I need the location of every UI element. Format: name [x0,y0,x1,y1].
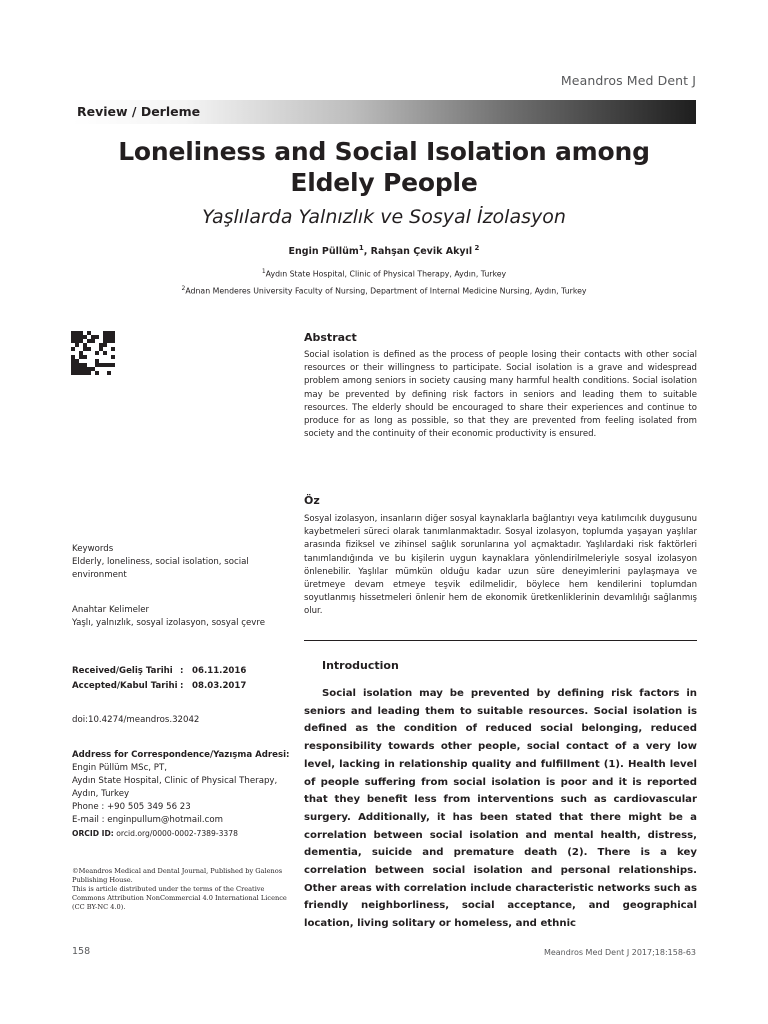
correspondence-address: Aydın, Turkey [72,789,130,799]
accepted-date-row [72,679,246,694]
keywords-text: Elderly, loneliness, social isolation, social environment [72,557,249,580]
affiliation-number: 1 [261,268,266,275]
license-terms: This is article distributed under the terms of the Creative Commons Attribution NonCommercial 4.0 International Licence (CC BY-NC 4.0). [72,885,287,912]
article-subtitle: Yaşlılarda Yalnızlık ve Sosyal İzolasyon [202,206,566,228]
section-divider [304,640,697,641]
author-name: Engin Püllüm [288,246,359,258]
correspondence-heading: Address for Correspondence/Yazışma Adresi: [72,750,290,760]
received-label: Received/Geliş Tarihi [72,666,173,676]
anahtar-heading: Anahtar Kelimeler [72,605,150,615]
author-name: Rahşan Çevik Akyıl [370,246,473,258]
correspondence-name: Engin Püllüm MSc, PT, [72,763,167,773]
introduction-heading: Introduction [322,659,399,672]
doi[interactable]: doi:10.4274/meandros.32042 [72,715,200,725]
oz-text: Sosyal izolasyon, insanların diğer sosyal kaynaklarla bağlantıyı veya katılımcılık duygusunu kaybetmeleri süreci olarak tanımlanmaktadır. Sosyal izolasyon, toplumda yaşayan yaşlılar arasında fiziksel ve zihinsel sağlık sorunlarına yol açmaktadır. Yaşlılardaki risk faktörleri tanımlandığında ve bu kişilerin uygun kaynaklara yönlendirilmeleriyle sosyal izolasyon önlenebilir. Yaşlılar mümkün olduğu kadar uzun süre deneyimlerini paylaşmaya ve üretmeye devam etmeye teşvik edilmelidir, böylece hem kendilerini toplumdan soyutlanmış hissetmeleri önlenir hem de ekonomik üretkenliklerinin devamlılığı sağlanmış olur. [304,514,697,617]
article-title [60,136,708,198]
keywords-block [72,543,282,582]
page-number: 158 [72,946,91,957]
received-value: 06.11.2016 [192,666,247,676]
license-publisher: ©Meandros Medical and Dental Journal, Published by Galenos Publishing House. [72,867,283,885]
date-colon: : [180,681,184,691]
accepted-label: Accepted/Kabul Tarihi [72,681,178,691]
introduction-text: Social isolation may be prevented by defining risk factors in seniors and leading them to suitable resources. Social isolation is defined as the condition of reduced social belonging, reduced responsibility towards other people, social contact of a very low level, lacking in relationship quality and fulfillment (1). Health level of people suffering from social isolation is poor and it is reported that they benefit less from interventions such as cardiovascular surgery. Additionally, it has been stated that there might be a correlation between social isolation and mental health, distress, dementia, suicide and premature death (2). There is a key correlation between social isolation and personal relationships. Other areas with correlation include characteristic networks such as friendly neighborliness, social acceptance, and geographical location, living solitary or homeless, and ethnic [304,688,697,930]
section-label: Review / Derleme [77,104,201,119]
dates-block [72,664,246,694]
affiliation-number: 2 [181,285,186,292]
license-block [72,867,287,912]
received-date-row [72,664,246,679]
date-colon: : [180,666,184,676]
affiliation [60,285,708,296]
orcid-label: ORCID ID: [72,829,114,838]
author-affiliation-ref: 1 [358,244,364,252]
orcid-row [72,827,292,840]
author-list [60,244,708,257]
journal-header: Meandros Med Dent J [560,73,696,88]
section-band [72,100,696,124]
footer-citation: Meandros Med Dent J 2017;18:158-63 [543,948,696,957]
title-line-1: Loneliness and Social Isolation among [118,137,650,166]
accepted-value: 08.03.2017 [192,681,247,691]
title-line-2: Eldely People [290,168,478,197]
abstract-text: Social isolation is defined as the process of people losing their contacts with other social resources or their willingness to participate. Social isolation is a grave and widespread problem among seniors in society causing many harmful health conditions. Social isolation may be prevented by defining risk factors in seniors and leading them to suitable resources. The elderly should be encouraged to share their experiences and continue to produce for as long as possible, so that they are prevented from feeling isolated from society and the continuity of their economic productivity is ensured. [304,350,697,440]
author-affiliation-ref: 2 [472,244,480,252]
affiliation [60,268,708,279]
orcid-value[interactable]: orcid.org/0000-0002-7389-3378 [113,829,238,838]
keywords-heading: Keywords [72,544,114,554]
affiliation-text: Adnan Menderes University Faculty of Nursing, Department of Internal Medicine Nursing, Aydın, Turkey [185,286,587,296]
oz-heading: Öz [304,494,320,507]
correspondence-address: Aydın State Hospital, Clinic of Physical Therapy, [72,776,278,786]
abstract-heading: Abstract [304,331,357,344]
correspondence-phone: Phone : +90 505 349 56 23 [72,802,191,812]
anahtar-block [72,604,282,630]
affiliation-text: Aydın State Hospital, Clinic of Physical Therapy, Aydın, Turkey [265,269,507,279]
author-separator: , [363,246,371,258]
qr-code-icon [71,331,115,375]
correspondence-block [72,749,292,840]
correspondence-email[interactable]: E-mail : enginpullum@hotmail.com [72,815,223,825]
anahtar-text: Yaşlı, yalnızlık, sosyal izolasyon, sosyal çevre [72,618,265,628]
